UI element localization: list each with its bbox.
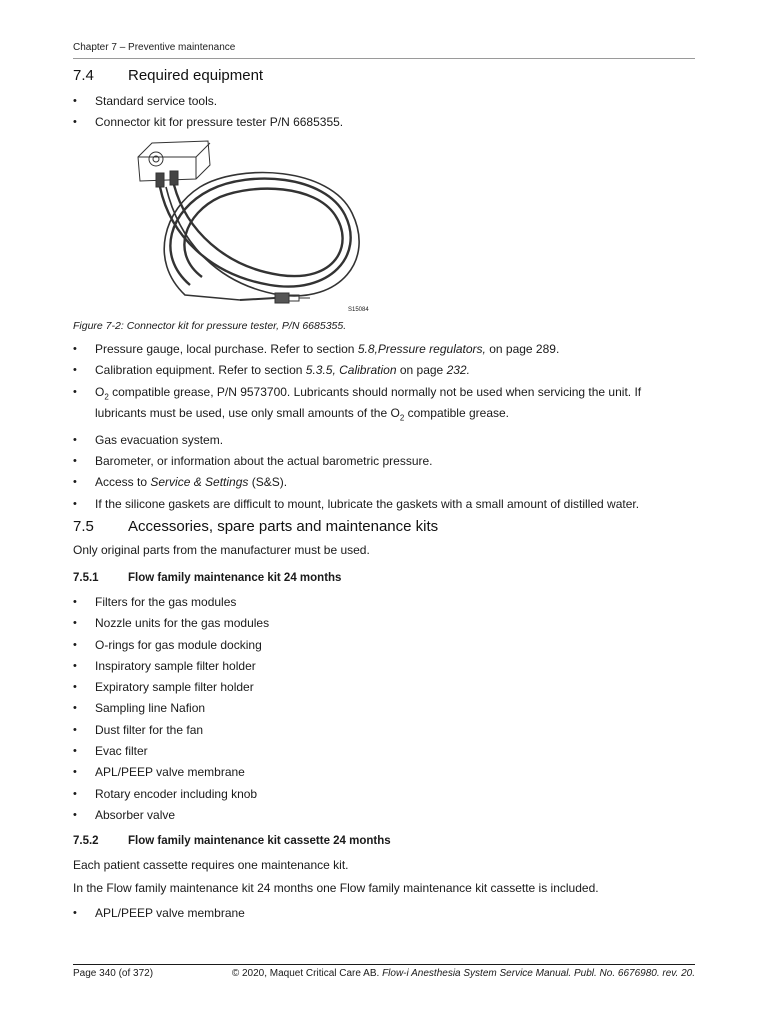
section-title: Required equipment (128, 67, 264, 84)
list-item: • Calibration equipment. Refer to section 5.3.5, Calibration on page 232. (73, 362, 695, 378)
footer-publication: © 2020, Maquet Critical Care AB. Flow-i Anesthesia System Service Manual. Publ. No. 6676980. rev. 20. (231, 968, 695, 979)
list-item: • Dust filter for the fan (73, 722, 695, 738)
subsection-number: 7.5.2 (73, 835, 99, 847)
list-item: • APL/PEEP valve membrane (73, 905, 695, 921)
paragraph: In the Flow family maintenance kit 24 months one Flow family maintenance kit cassette is included. (73, 881, 599, 895)
section-heading-7-4 (73, 67, 263, 84)
list-item: • Inspiratory sample filter holder (73, 658, 695, 674)
subsection-heading-7-5-1 (73, 572, 341, 584)
list-item: • Rotary encoder including knob (73, 786, 695, 802)
list-item: • $O_2$ compatible grease, P/N 9573700. Lubricants should normally not be used when servicing the unit. If lubricants must be used, use only small amounts of the $O_2$ compatible grease. (73, 384, 695, 427)
section-heading-7-5 (73, 518, 438, 535)
list-item: • Filters for the gas modules (73, 594, 695, 610)
paragraph: Each patient cassette requires one maintenance kit. (73, 858, 349, 872)
maintenance-kit-list (73, 594, 695, 828)
list-item: • Gas evacuation system. (73, 432, 695, 448)
list-item: • Sampling line Nafion (73, 700, 695, 716)
section-intro: Only original parts from the manufacturer must be used. (73, 543, 370, 557)
list-item: • Access to Service & Settings (S&S). (73, 474, 695, 490)
list-item: • Standard service tools. (73, 93, 695, 109)
section-number: 7.4 (73, 67, 94, 84)
required-equipment-list (73, 341, 695, 517)
cassette-kit-list (73, 905, 695, 926)
section-title: Accessories, spare parts and maintenance kits (128, 518, 439, 535)
required-equipment-list-top (73, 93, 695, 136)
list-item: • Barometer, or information about the actual barometric pressure. (73, 453, 695, 469)
page-number: Page 340 (of 372) (73, 968, 154, 979)
subsection-title: Flow family maintenance kit cassette 24 months (128, 835, 391, 847)
figure-id: S15084 (348, 307, 369, 313)
list-item: • APL/PEEP valve membrane (73, 764, 695, 780)
subsection-number: 7.5.1 (73, 572, 99, 584)
list-item: • Connector kit for pressure tester P/N 6685355. (73, 114, 695, 130)
header-rule (73, 58, 695, 59)
figure-caption: Figure 7-2: Connector kit for pressure tester, P/N 6685355. (73, 320, 347, 332)
list-item: • Pressure gauge, local purchase. Refer to section 5.8,Pressure regulators, on page 289. (73, 341, 695, 357)
connector-kit-figure (130, 135, 375, 320)
running-header: Chapter 7 – Preventive maintenance (73, 42, 236, 53)
subsection-heading-7-5-2 (73, 835, 391, 847)
footer-rule (73, 964, 695, 965)
section-number: 7.5 (73, 518, 94, 535)
subsection-title: Flow family maintenance kit 24 months (128, 572, 342, 584)
list-item: • Expiratory sample filter holder (73, 679, 695, 695)
list-item: • Evac filter (73, 743, 695, 759)
list-item: • If the silicone gaskets are difficult to mount, lubricate the gaskets with a small amount of distilled water. (73, 496, 695, 512)
list-item: • O-rings for gas module docking (73, 637, 695, 653)
list-item: • Absorber valve (73, 807, 695, 823)
list-item: • Nozzle units for the gas modules (73, 615, 695, 631)
